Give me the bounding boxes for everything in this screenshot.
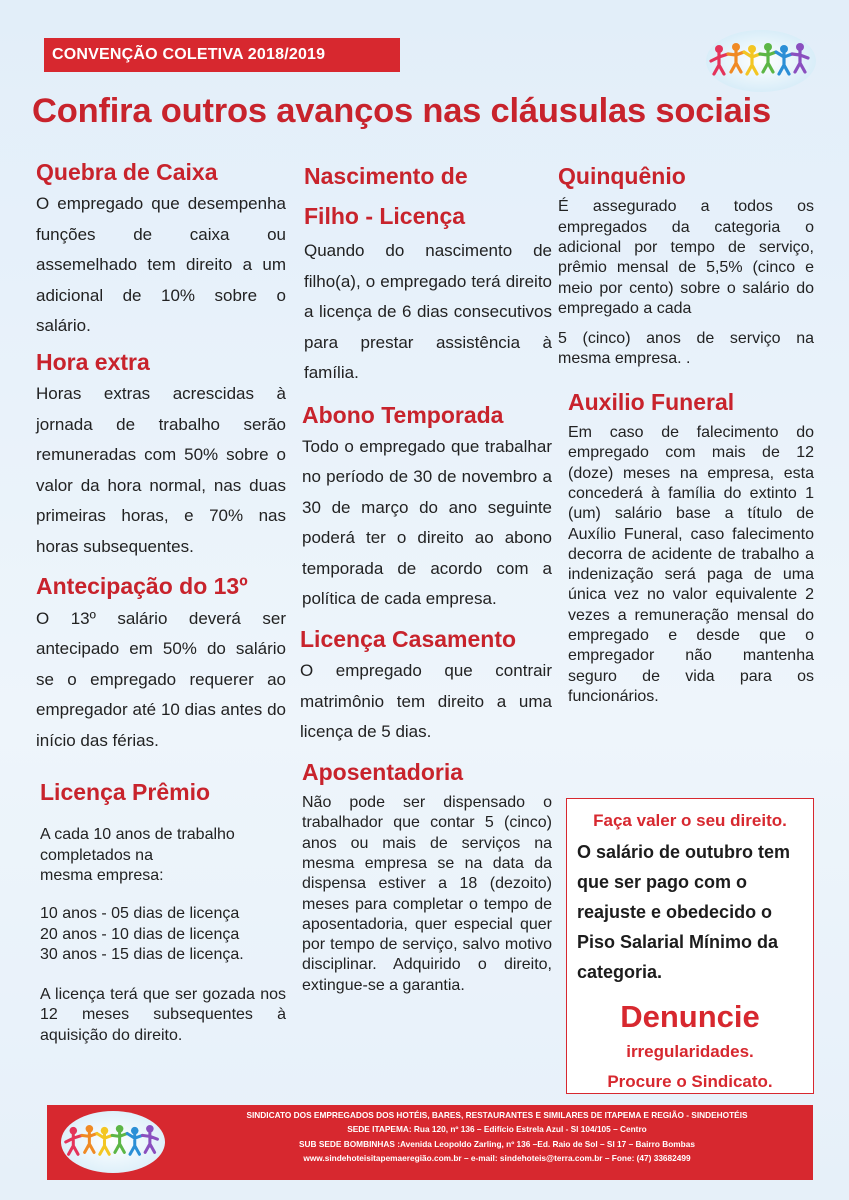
section-funeral [558,386,814,708]
people-chain-icon [706,30,816,92]
section-quebra-caixa [36,156,286,342]
section-text: O empregado que contrair matrimônio tem direito a uma licença de 5 dias. [300,661,552,742]
section-title: Antecipação do 13º [36,573,248,600]
notice-line-1: irregularidades. [626,1042,754,1061]
convention-banner: CONVENÇÃO COLETIVA 2018/2019 [44,38,400,72]
section-text: Não pode ser dispensado o trabalhador que contar 5 (cinco) anos ou mais de serviços na mesma empresa se na data da dispensa estiver a 18 (dezoito) meses para completar o tempo de aposentadoria, quer especial quer por tempo de serviço, salvo motivo disciplinar. Adquirido o direito, extingue-se a garantia. [302,794,552,994]
section-text: O 13º salário deverá ser antecipado em 50% do salário se o empregado requerer ao empregador até 10 dias antes do início das férias. [36,608,286,750]
column-middle [300,156,552,1004]
section-text: O empregado que desempenha funções de caixa ou assemelhado tem direito a um adicional de 10% sobre o salário. [36,194,286,336]
notice-line-2: Procure o Sindicato. [607,1072,773,1091]
section-text: A licença terá que ser gozada nos 12 meses subsequentes à aquisição do direito. [40,986,286,1044]
section-text: Em caso de falecimento do empregado com mais de 12 (doze) meses na empresa, esta concederá à família do extinto 1 (um) salário base a título de Auxílio Funeral, caso falecimento decorra de acidente de trabalho a indenização será paga de uma única vez no valor equivalente 2 vezes a remuneração mensal do empregado e desde que o empregador não mantenha seguro de vida para os funcionários. [568,424,814,705]
notice-heading: Faça valer o seu direito. [593,811,787,830]
section-title: Nascimento de Filho - Licença [304,163,468,229]
section-licenca-premio [36,776,286,1046]
section-title: Hora extra [36,348,150,375]
section-title: Auxilio Funeral [568,388,735,415]
section-intro: A cada 10 anos de trabalho completados na mesma empresa: [40,826,235,884]
section-title: Licença Prêmio [40,779,211,806]
footer-contact: www.sindehoteisitapemaeregião.com.br – e-mail: sindehoteis@terra.com.br – Fone: (47) 33682499 [303,1153,691,1164]
section-quinquenio [558,160,814,370]
section-antecipacao [36,570,286,756]
page-title: Confira outros avanços nas cláusulas sociais [32,92,771,130]
column-left [36,156,286,1054]
footer-sede: SEDE ITAPEMA: Rua 120, nº 136 – Edifício Estrela Azul - Sl 104/105 – Centro [347,1124,647,1135]
notice-box [566,798,814,1094]
section-text-2: 5 (cinco) anos de serviço na mesma empresa. . [558,330,814,368]
people-chain-icon [61,1111,165,1173]
section-list: 10 anos - 05 dias de licença 20 anos - 10 dias de licença 30 anos - 15 dias de licença. [40,905,244,963]
section-title: Aposentadoria [302,758,464,785]
footer-subsede: SUB SEDE BOMBINHAS :Avenida Leopoldo Zarling, nº 136 –Ed. Raio de Sol – Sl 17 – Bairro Bombas [299,1138,695,1149]
section-nascimento [300,156,552,389]
notice-body: O salário de outubro tem que ser pago com o reajuste e obedecido o Piso Salarial Mínimo da categoria. [577,842,791,982]
section-title: Quinquênio [558,163,686,189]
section-text: Horas extras acrescidas à jornada de trabalho serão remuneradas com 50% sobre o valor da hora normal, nas duas primeiras horas, e 70% nas horas subsequentes. [36,384,286,556]
section-aposentadoria [300,756,552,996]
section-title: Quebra de Caixa [36,159,218,185]
section-text: É assegurado a todos os empregados da categoria o adicional por tempo de serviço, prêmio mensal de 5,5% (cinco e meio por cento) sobre o salário do empregado a cada [558,198,814,317]
column-right [558,160,814,715]
footer-text [197,1108,797,1166]
section-abono [300,399,552,615]
footer [47,1105,813,1180]
footer-org: SINDICATO DOS EMPREGADOS DOS HOTÉIS, BARES, RESTAURANTES E SIMILARES DE ITAPEMA E REGIÃO - SINDEHOTÉIS [246,1110,748,1120]
section-title: Licença Casamento [300,625,517,652]
notice-denuncie: Denuncie [620,999,760,1034]
section-title: Abono Temporada [302,401,504,428]
section-text: Quando do nascimento de filho(a), o empregado terá direito a licença de 6 dias consecutivos para prestar assistência à família. [304,241,552,382]
section-casamento [300,623,552,748]
section-hora-extra [36,346,286,562]
section-text: Todo o empregado que trabalhar no período de 30 de novembro a 30 de março do ano seguinte poderá ter o direito ao abono temporada de acordo com a política de cada empresa. [302,436,552,609]
